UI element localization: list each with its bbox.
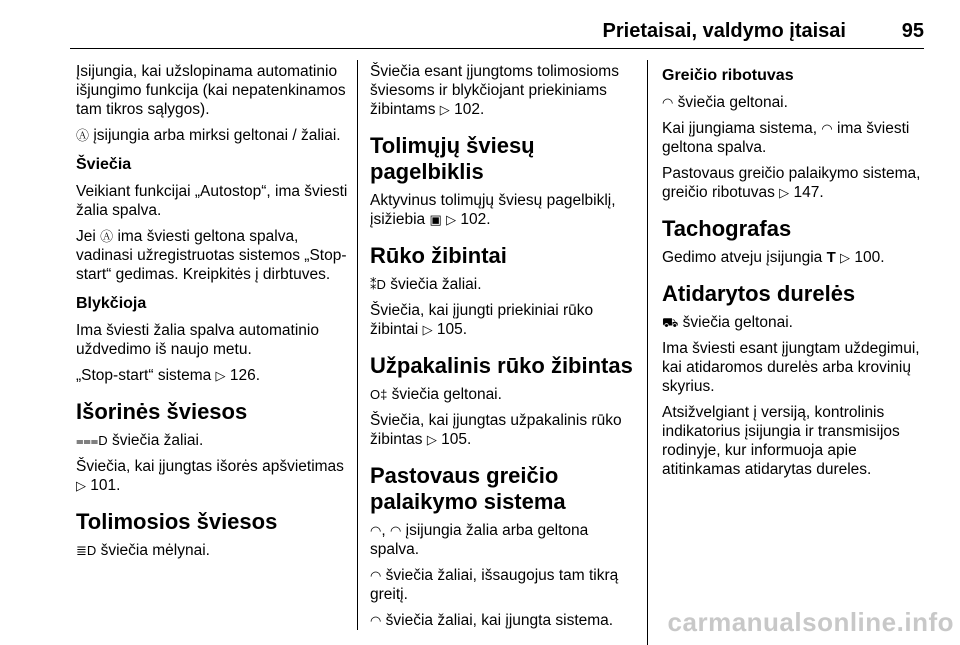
page-reference-arrow-icon: ▷ — [76, 478, 86, 493]
tachograph-icon: T — [826, 249, 836, 266]
column-3 — [662, 62, 934, 486]
paragraph: Veikiant funkcijai „Autostop“, ima šviesti žalia spalva. — [76, 183, 348, 219]
page-number: 95 — [901, 20, 924, 42]
paragraph: Šviečia, kai įjungti priekiniai rūko žibintai ▷ 105. — [370, 302, 594, 338]
fog-light-icon: ⁑D — [370, 277, 386, 292]
paragraph: Atsižvelgiant į versiją, kontrolinis indikatorius įsijungia ir transmisijos rodinyje, kur informuoja apie atitinkamas atidarytas dureles. — [662, 404, 900, 478]
heading-pastovaus: Pastovaus greičio palaikymo sistema — [370, 463, 566, 514]
cruise-control-set-icon: ◠ — [389, 523, 402, 538]
paragraph: ◠ šviečia žaliai, kai įjungta sistema. — [370, 612, 614, 629]
paragraph: Kai įjungiama sistema, ◠ ima šviesti geltona spalva. — [662, 120, 910, 156]
speed-limiter-icon: ◠ — [662, 95, 674, 110]
auto-stop-icon: Ⓐ — [100, 229, 114, 244]
paragraph: Šviečia, kai įjungtas užpakalinis rūko žibintas ▷ 105. — [370, 412, 622, 448]
paragraph: „Stop-start“ sistema ▷ 126. — [76, 367, 261, 384]
paragraph: ≣D šviečia mėlynai. — [76, 542, 210, 559]
heading-uzpakalinis: Užpakalinis rūko žibintas — [370, 353, 633, 378]
high-beam-assist-icon: ▣ — [429, 212, 442, 227]
paragraph: Įsijungia, kai užslopinama automatinio išjungimo funkcija (kai nepatenkinamos tam tikros sąlygos). — [76, 63, 346, 118]
page-reference-arrow-icon: ▷ — [779, 185, 790, 200]
exterior-light-icon: ⩶D — [76, 433, 108, 448]
column-2 — [370, 62, 638, 637]
page-reference-arrow-icon: ▷ — [446, 212, 457, 227]
speed-limiter-icon: ◠ — [821, 121, 833, 136]
high-beam-icon: ≣D — [76, 543, 97, 558]
subheading-blykcioja: Blykčioja — [76, 295, 147, 312]
paragraph: Pastovaus greičio palaikymo sistema, greičio ribotuvas ▷ 147. — [662, 165, 921, 201]
page-reference-arrow-icon: ▷ — [439, 102, 450, 117]
paragraph: ◠ šviečia geltonai. — [662, 94, 788, 111]
paragraph: ◠ šviečia žaliai, išsaugojus tam tikrą greitį. — [370, 567, 619, 603]
paragraph: ⩶D šviečia žaliai. — [76, 432, 204, 449]
cruise-control-icon: ◠ — [370, 523, 382, 538]
paragraph: Šviečia, kai įjungtas išorės apšvietimas ▷ 101. — [76, 458, 344, 494]
paragraph: O‡ šviečia geltonai. — [370, 386, 502, 403]
cruise-control-set-icon: ◠ — [370, 613, 382, 628]
page-reference-arrow-icon: ▷ — [426, 432, 437, 447]
door-open-icon: ⛟ — [662, 315, 679, 330]
heading-tolimosios-sviesos: Tolimosios šviesos — [76, 509, 278, 534]
paragraph: Ima šviesti esant įjungtam uždegimui, kai atidaromos durelės arba krovinių skyrius. — [662, 340, 920, 395]
heading-isorines-sviesos: Išorinės šviesos — [76, 399, 248, 424]
page-reference-arrow-icon: ▷ — [422, 322, 433, 337]
rear-fog-light-icon: O‡ — [370, 387, 388, 402]
column-1 — [76, 62, 348, 567]
paragraph: Gedimo atveju įsijungia T ▷ 100. — [662, 249, 885, 266]
page-title: Prietaisai, valdymo įtaisai — [602, 20, 846, 42]
watermark: carmanualsonline.info — [667, 607, 954, 637]
page-header — [70, 18, 924, 49]
paragraph: ⁑D šviečia žaliai. — [370, 276, 482, 293]
heading-ruko-zibintai: Rūko žibintai — [370, 243, 507, 268]
subheading-svieciai: Šviečia — [76, 156, 132, 173]
column-divider — [647, 60, 648, 645]
auto-stop-icon: Ⓐ — [76, 128, 90, 143]
paragraph: ⛟ šviečia geltonai. — [662, 314, 793, 331]
heading-tachografas: Tachografas — [662, 216, 792, 241]
page-reference-arrow-icon: ▷ — [840, 250, 851, 265]
page-reference-arrow-icon: ▷ — [215, 368, 226, 383]
paragraph: Ima šviesti žalia spalva automatinio uždvedimo iš naujo metu. — [76, 322, 319, 358]
paragraph: Aktyvinus tolimųjų šviesų pagelbiklį, įsižiebia ▣ ▷ 102. — [370, 192, 616, 228]
paragraph: Šviečia esant įjungtoms tolimosioms šviesoms ir blykčiojant priekiniams žibintams ▷ 102. — [370, 63, 619, 118]
cruise-control-icon: ◠ — [370, 568, 382, 583]
heading-atidarytos-dureles: Atidarytos durelės — [662, 281, 856, 306]
paragraph: ◠, ◠ įsijungia žalia arba geltona spalva. — [370, 522, 589, 558]
subheading-ribotuvas: Greičio ribotuvas — [662, 67, 794, 84]
column-divider — [357, 60, 358, 630]
paragraph: Ⓐ įsijungia arba mirksi geltonai / žaliai. — [76, 127, 341, 144]
heading-pagelbiklis: Tolimųjų šviesų pagelbiklis — [370, 133, 535, 184]
paragraph: Jei Ⓐ ima šviesti geltona spalva, vadinasi užregistruotas sistemos „Stop-start“ gedimas. Kreipkitės į dirbtuves. — [76, 228, 347, 283]
